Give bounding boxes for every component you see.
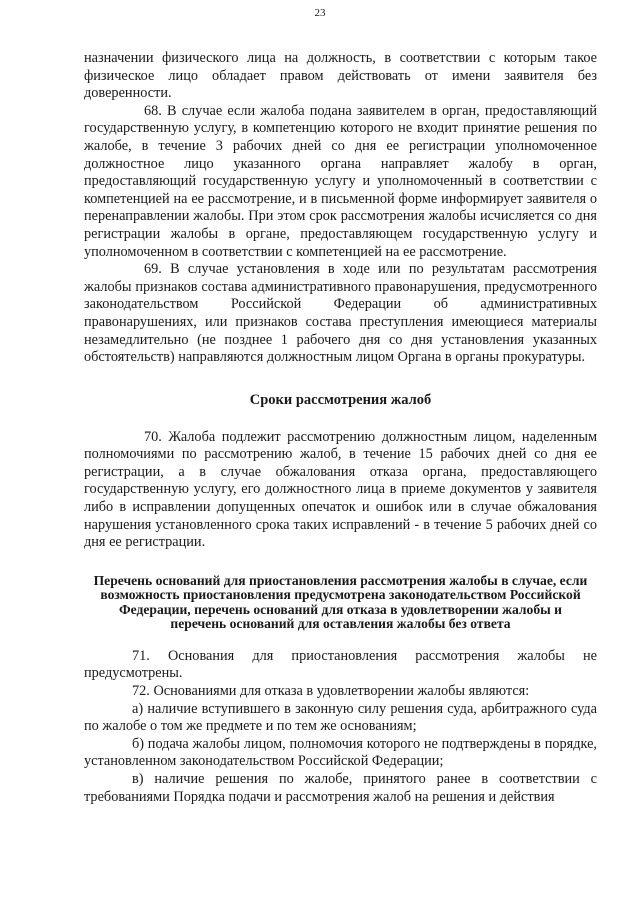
paragraph-72c: в) наличие решения по жалобе, принятого ранее в соответствии с требованиями Порядка подачи и рассмотрения жалоб на решения и действия xyxy=(84,771,597,805)
paragraph-69: 69. В случае установления в ходе или по результатам рассмотрения жалобы признаков состава административного правонарушения, предусмотренного законодательством Российской Федерации об административных правонарушениях, или признаков состава преступления имеющиеся материалы незамедлительно (не позднее 1 рабочего дня со дня установления указанных обстоятельств) направляются должностным лицом Органа в органы прокуратуры. xyxy=(84,261,597,366)
page-number: 23 xyxy=(314,7,326,19)
paragraph-72: 72. Основаниями для отказа в удовлетворении жалобы являются: xyxy=(132,683,530,700)
paragraph-72b: б) подача жалобы лицом, полномочия которого не подтверждены в порядке, установленном законодательством Российской Федерации; xyxy=(84,735,597,770)
paragraph-72a: а) наличие вступившего в законную силу решения суда, арбитражного суда по жалобе о том же предмете и по тем же основаниям; xyxy=(84,700,597,735)
page-content xyxy=(84,50,597,806)
paragraph-71: 71. Основания для приостановления рассмотрения жалобы не предусмотрены. xyxy=(84,647,597,682)
paragraph-70: 70. Жалоба подлежит рассмотрению должностным лицом, наделенным полномочиями по рассмотрению жалоб, в течение 15 рабочих дней со дня ее регистрации, а в случае обжалования отказа органа, предоставляющего государственную услугу, его должностного лица в приеме документов у заявителя либо в исправлении допущенных опечаток и ошибок или в случае обжалования нарушения установленного срока таких исправлений - в течение 5 рабочих дней со дня ее регистрации. xyxy=(84,428,597,551)
paragraph-intro: назначении физического лица на должность, в соответствии с которым такое физическое лицо обладает правом действовать от имени заявителя без доверенности. xyxy=(84,50,597,102)
section-heading-grounds: Перечень оснований для приостановления рассмотрения жалобы в случае, если возможность приостановления предусмотрена законодательством Российской Федерации, перечень оснований для отказа в удовлетворении жалобы и перечень оснований для оставления жалобы без ответа xyxy=(93,572,588,632)
section-heading-review-terms: Сроки рассмотрения жалоб xyxy=(249,391,432,408)
paragraph-68: 68. В случае если жалоба подана заявителем в орган, предоставляющий государственную услугу, в компетенцию которого не входит принятие решения по жалобе, в течение 3 рабочих дней со дня ее регистрации уполномоченное должностное лицо указанного органа направляет жалобу в орган, предоставляющий государственную услугу и уполномоченный в соответствии с компетенцией на ее рассмотрение, и в письменной форме информирует заявителя о перенаправлении жалобы. При этом срок рассмотрения жалобы исчисляется со дня регистрации жалобы в органе, предоставляющем государственную услугу и уполномоченном в соответствии с компетенцией на ее рассмотрение. xyxy=(84,102,597,260)
